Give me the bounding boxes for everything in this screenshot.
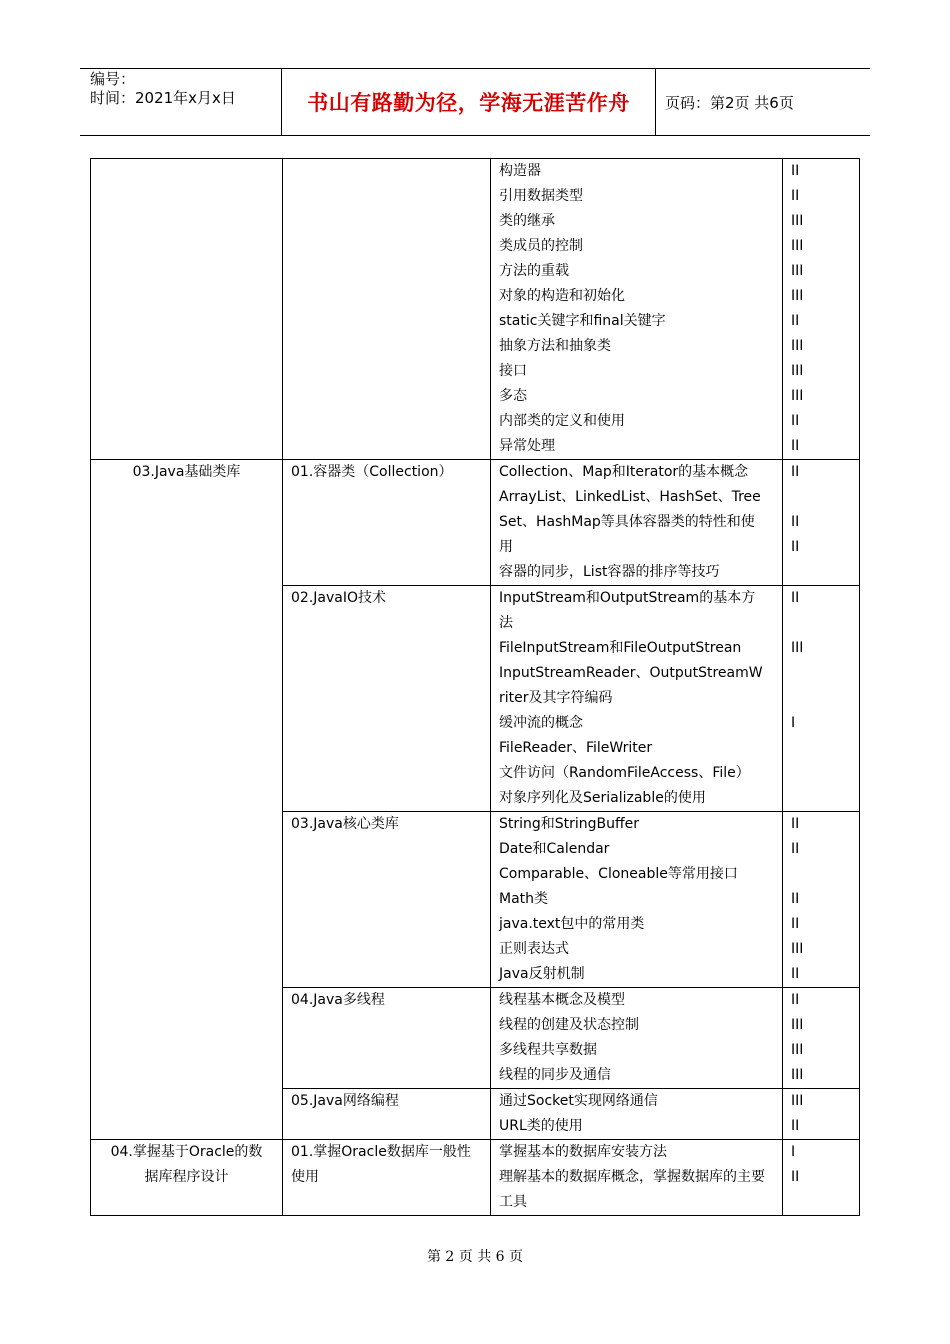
unit-title: 02.JavaIO技术	[291, 590, 386, 606]
module-title: 04.掌握基于Oracle的数	[110, 1144, 263, 1160]
header-page-info: 页码：第2页 共6页	[665, 94, 794, 112]
topic-item: Comparable、Cloneable等常用接口	[499, 866, 738, 882]
unit-cell	[283, 586, 491, 812]
grade-item: II	[791, 413, 800, 429]
grade-item: II	[791, 590, 800, 606]
grade-item: III	[791, 941, 804, 957]
grade-item: III	[791, 288, 804, 304]
unit-cell	[283, 1089, 491, 1140]
unit-title: 04.Java多线程	[291, 992, 385, 1008]
topic-item: riter及其字符编码	[499, 690, 613, 706]
topic-item: 通过Socket实现网络通信	[499, 1093, 658, 1109]
grade-cell	[783, 586, 860, 812]
syllabus-table	[90, 158, 860, 1216]
topic-item: 线程的创建及状态控制	[499, 1017, 639, 1033]
grade-item: II	[791, 539, 800, 555]
unit-title: 01.掌握Oracle数据库一般性	[291, 1144, 471, 1160]
grade-item	[791, 686, 851, 711]
topic-item: 对象序列化及Serializable的使用	[499, 790, 706, 806]
grade-item: III	[791, 238, 804, 254]
grade-item: II	[791, 916, 800, 932]
topic-item: 缓冲流的概念	[499, 715, 583, 731]
topic-item: Set、HashMap等具体容器类的特性和使	[499, 514, 755, 530]
grade-item: III	[791, 640, 804, 656]
topic-item: InputStream和OutputStream的基本方	[499, 590, 756, 606]
topic-item: 对象的构造和初始化	[499, 288, 625, 304]
topic-item: ArrayList、LinkedList、HashSet、Tree	[499, 489, 761, 505]
grade-cell	[783, 159, 860, 460]
topic-item: 方法的重载	[499, 263, 569, 279]
topic-item: InputStreamReader、OutputStreamW	[499, 665, 763, 681]
module-cell	[91, 1140, 283, 1216]
grade-item: III	[791, 263, 804, 279]
topic-item: 多线程共享数据	[499, 1042, 597, 1058]
topic-item: java.text包中的常用类	[499, 916, 645, 932]
grade-item: III	[791, 388, 804, 404]
topic-item: 线程的同步及通信	[499, 1067, 611, 1083]
topic-item: Math类	[499, 891, 549, 907]
grade-item: II	[791, 966, 800, 982]
grade-cell	[783, 988, 860, 1089]
grade-item	[791, 761, 851, 786]
grade-item: III	[791, 213, 804, 229]
grade-item: III	[791, 1042, 804, 1058]
module-title: 03.Java基础类库	[132, 464, 241, 480]
grade-item: II	[791, 841, 800, 857]
topic-item: 容器的同步，List容器的排序等技巧	[499, 564, 720, 580]
grade-item: II	[791, 992, 800, 1008]
topic-item: String和StringBuffer	[499, 816, 640, 832]
unit-title: 03.Java核心类库	[291, 816, 399, 832]
topic-item: 掌握基本的数据库安装方法	[499, 1144, 667, 1160]
grade-item: II	[791, 1118, 800, 1134]
topic-item: Date和Calendar	[499, 841, 610, 857]
header-meta	[90, 70, 236, 108]
topic-item: 用	[499, 539, 513, 555]
header-motto: 书山有路勤为径，学海无涯苦作舟	[307, 90, 630, 115]
topics-cell	[491, 988, 783, 1089]
module-cell	[91, 159, 283, 460]
topic-item: 工具	[499, 1194, 527, 1210]
topic-item: 内部类的定义和使用	[499, 413, 625, 429]
grade-item: II	[791, 1169, 800, 1185]
topics-cell	[491, 460, 783, 586]
grade-item	[791, 786, 851, 811]
unit-cell	[283, 988, 491, 1089]
grade-item	[791, 611, 851, 636]
topic-item: 接口	[499, 363, 527, 379]
grade-item: I	[791, 1144, 796, 1160]
unit-cell	[283, 812, 491, 988]
grade-item: II	[791, 163, 800, 179]
grade-item: II	[791, 816, 800, 832]
topics-cell	[491, 1140, 783, 1216]
topic-item: 法	[499, 615, 513, 631]
topics-cell	[491, 586, 783, 812]
topic-item: 类的继承	[499, 213, 555, 229]
topic-item: Collection、Map和Iterator的基本概念	[499, 464, 749, 480]
table-row	[91, 460, 860, 586]
topic-item: 引用数据类型	[499, 188, 583, 204]
grade-cell	[783, 460, 860, 586]
grade-item: III	[791, 1067, 804, 1083]
grade-cell	[783, 1089, 860, 1140]
unit-cell	[283, 1140, 491, 1216]
topic-item: URL类的使用	[499, 1118, 583, 1134]
unit-title: 01.容器类（Collection）	[291, 464, 453, 480]
topic-item: 抽象方法和抽象类	[499, 338, 611, 354]
grade-item: I	[791, 715, 796, 731]
table-row	[91, 159, 860, 460]
topic-item: 异常处理	[499, 438, 555, 454]
unit-title: 05.Java网络编程	[291, 1093, 399, 1109]
grade-item: II	[791, 464, 800, 480]
topic-item: Java反射机制	[499, 966, 585, 982]
grade-item: II	[791, 313, 800, 329]
page-footer: 第 2 页 共 6 页	[426, 1249, 524, 1265]
grade-item: II	[791, 891, 800, 907]
grade-item	[791, 560, 851, 585]
grade-item: III	[791, 1093, 804, 1109]
grade-item: III	[791, 338, 804, 354]
unit-title: 使用	[291, 1169, 319, 1185]
grade-item	[791, 862, 851, 887]
document-time-label: 时间：2021年x月x日	[90, 89, 236, 107]
grade-cell	[783, 812, 860, 988]
topics-cell	[491, 812, 783, 988]
grade-cell	[783, 1140, 860, 1216]
grade-item	[791, 485, 851, 510]
unit-cell	[283, 460, 491, 586]
grade-item: III	[791, 363, 804, 379]
topic-item: FileReader、FileWriter	[499, 740, 653, 756]
module-cell	[91, 460, 283, 1140]
topics-cell	[491, 1089, 783, 1140]
topic-item: FileInputStream和FileOutputStrean	[499, 640, 742, 656]
document-number-label: 编号：	[90, 70, 136, 88]
topic-item: 类成员的控制	[499, 238, 583, 254]
table-row	[91, 1140, 860, 1216]
topics-cell	[491, 159, 783, 460]
grade-item	[791, 1190, 851, 1215]
topic-item: 构造器	[499, 163, 541, 179]
grade-item: III	[791, 1017, 804, 1033]
grade-item: II	[791, 514, 800, 530]
topic-item: static关键字和final关键字	[499, 313, 666, 329]
topic-item: 文件访问（RandomFileAccess、File）	[499, 765, 750, 781]
module-title: 据库程序设计	[144, 1169, 229, 1185]
topic-item: 理解基本的数据库概念，掌握数据库的主要	[499, 1169, 765, 1185]
header-divider	[655, 68, 656, 135]
unit-cell	[283, 159, 491, 460]
grade-item	[791, 736, 851, 761]
topic-item: 多态	[499, 388, 527, 404]
header-bottom-rule	[80, 135, 870, 136]
grade-item: II	[791, 438, 800, 454]
topic-item: 正则表达式	[499, 941, 569, 957]
grade-item: II	[791, 188, 800, 204]
grade-item	[791, 661, 851, 686]
topic-item: 线程基本概念及模型	[499, 992, 625, 1008]
